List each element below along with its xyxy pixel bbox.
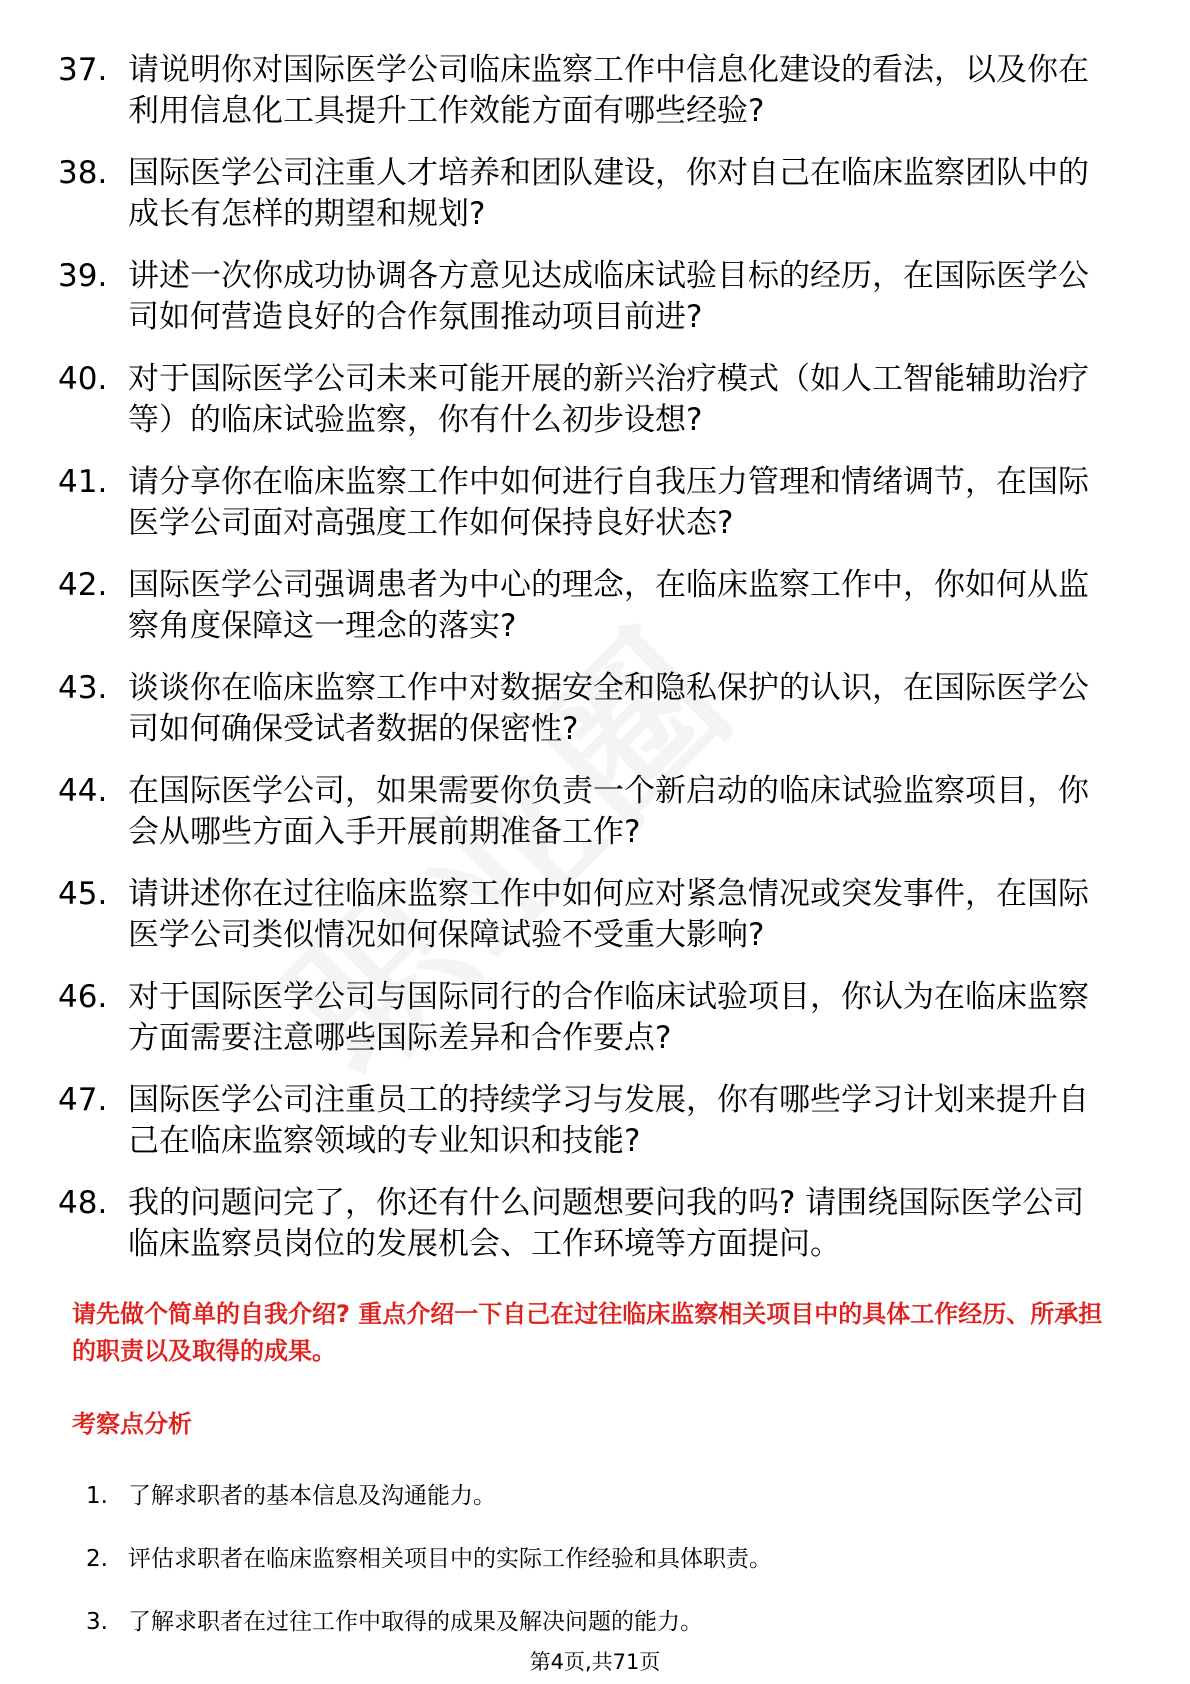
- question-text: 对于国际医学公司与国际同行的合作临床试验项目，你认为在临床监察方面需要注意哪些国际差异和合作要点?: [128, 979, 1089, 1056]
- question-text: 国际医学公司注重员工的持续学习与发展，你有哪些学习计划来提升自己在临床监察领域的专业知识和技能?: [128, 1082, 1089, 1159]
- question-number: 41.: [58, 464, 108, 500]
- highlight-question: 请先做个简单的自我介绍? 重点介绍一下自己在过往临床监察相关项目中的具体工作经历、所承担的职责以及取得的成果。: [72, 1300, 1103, 1365]
- question-text: 国际医学公司注重人才培养和团队建设，你对自己在临床监察团队中的成长有怎样的期望和规划?: [128, 155, 1089, 232]
- question-item: [0, 565, 1190, 647]
- question-number: 43.: [58, 670, 108, 706]
- list-item: [0, 1541, 1190, 1577]
- question-text: 请分享你在临床监察工作中如何进行自我压力管理和情绪调节，在国际医学公司面对高强度工作如何保持良好状态?: [128, 464, 1089, 541]
- point-text: 评估求职者在临床监察相关项目中的实际工作经验和具体职责。: [128, 1546, 772, 1572]
- question-number: 44.: [58, 773, 108, 809]
- point-text: 了解求职者的基本信息及沟通能力。: [128, 1483, 496, 1509]
- question-number: 39.: [58, 258, 108, 294]
- question-number: 40.: [58, 361, 108, 397]
- question-number: 37.: [58, 52, 108, 88]
- page-footer: 第4页,共71页: [529, 1650, 661, 1674]
- question-number: 45.: [58, 876, 108, 912]
- question-item: [0, 874, 1190, 956]
- point-text: 了解求职者在过往工作中取得的成果及解决问题的能力。: [128, 1609, 703, 1635]
- question-item: [0, 668, 1190, 750]
- question-number: 42.: [58, 567, 108, 603]
- question-item: [0, 977, 1190, 1059]
- question-number: 46.: [58, 979, 108, 1015]
- question-text: 国际医学公司强调患者为中心的理念，在临床监察工作中，你如何从监察角度保障这一理念的落实?: [128, 567, 1089, 644]
- question-text: 在国际医学公司，如果需要你负责一个新启动的临床试验监察项目，你会从哪些方面入手开展前期准备工作?: [128, 773, 1089, 850]
- question-text: 请说明你对国际医学公司临床监察工作中信息化建设的看法，以及你在利用信息化工具提升工作效能方面有哪些经验?: [128, 52, 1089, 129]
- list-item: [0, 1604, 1190, 1640]
- analysis-points: [0, 1478, 1190, 1667]
- list-item: [0, 1478, 1190, 1514]
- question-item: [0, 153, 1190, 235]
- point-number: 3.: [86, 1609, 108, 1635]
- question-number: 48.: [58, 1185, 108, 1221]
- point-number: 2.: [86, 1546, 108, 1572]
- question-number: 38.: [58, 155, 108, 191]
- question-item: [0, 359, 1190, 441]
- point-number: 1.: [86, 1483, 108, 1509]
- question-list: [0, 50, 1190, 1286]
- question-text: 对于国际医学公司未来可能开展的新兴治疗模式（如人工智能辅助治疗等）的临床试验监察，你有什么初步设想?: [128, 361, 1089, 438]
- question-item: [0, 1080, 1190, 1162]
- question-text: 讲述一次你成功协调各方意见达成临床试验目标的经历，在国际医学公司如何营造良好的合作氛围推动项目前进?: [128, 258, 1089, 335]
- question-text: 谈谈你在临床监察工作中对数据安全和隐私保护的认识，在国际医学公司如何确保受试者数据的保密性?: [128, 670, 1089, 747]
- question-text: 我的问题问完了，你还有什么问题想要问我的吗? 请围绕国际医学公司临床监察员岗位的发展机会、工作环境等方面提问。: [128, 1185, 1085, 1262]
- question-item: [0, 771, 1190, 853]
- question-text: 请讲述你在过往临床监察工作中如何应对紧急情况或突发事件，在国际医学公司类似情况如何保障试验不受重大影响?: [128, 876, 1089, 953]
- question-item: [0, 50, 1190, 132]
- question-number: 47.: [58, 1082, 108, 1118]
- question-item: [0, 462, 1190, 544]
- section-title: 考察点分析: [72, 1410, 192, 1438]
- question-item: [0, 1183, 1190, 1265]
- question-item: [0, 256, 1190, 338]
